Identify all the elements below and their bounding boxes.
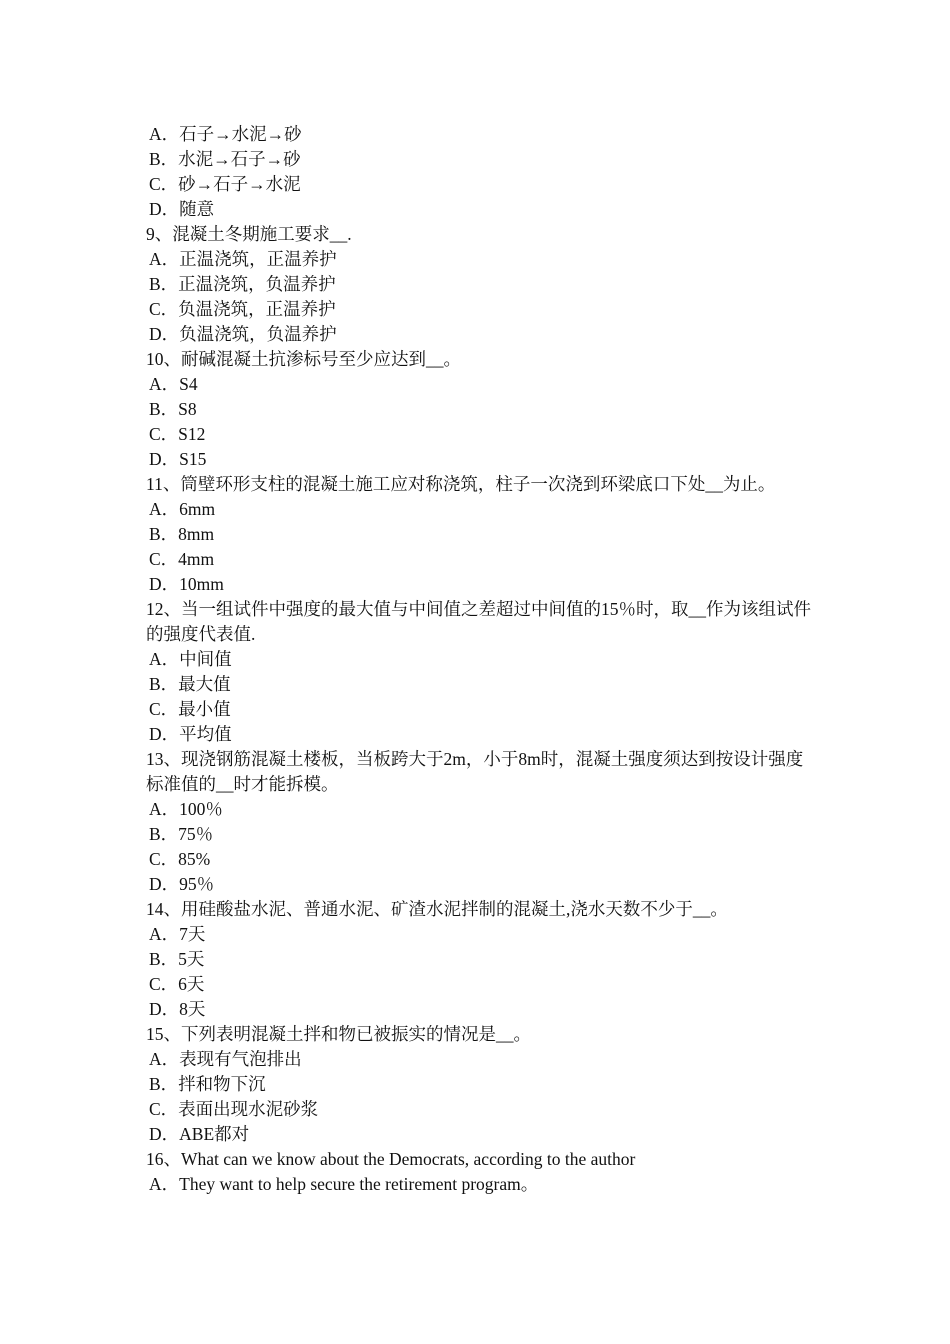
option-line: B．8mm	[149, 524, 215, 544]
option-line: B．正温浇筑，负温养护	[149, 274, 336, 294]
option-line: C．表面出现水泥砂浆	[149, 1099, 319, 1119]
question-9: 9、混凝土冬期施工要求__.	[146, 224, 352, 244]
option-line: B．5天	[149, 949, 205, 969]
option-line: C．负温浇筑，正温养护	[149, 299, 336, 319]
option-line: A．石子→水泥→砂	[149, 124, 302, 144]
option-line: B．水泥→石子→砂	[149, 149, 301, 169]
option-line: C．6天	[149, 974, 205, 994]
question-16: 16、What can we know about the Democrats, according to the author	[146, 1149, 636, 1169]
option-line: C．4mm	[149, 549, 215, 569]
option-line: D．10mm	[149, 574, 224, 594]
option-line: D．95％	[149, 874, 215, 894]
option-line: D．平均值	[149, 724, 232, 744]
option-line: A．正温浇筑，正温养护	[149, 249, 337, 269]
option-line: C．最小值	[149, 699, 231, 719]
option-line: D．负温浇筑，负温养护	[149, 324, 337, 344]
option-line: A．6mm	[149, 499, 216, 519]
option-line: D．8天	[149, 999, 206, 1019]
question-12: 12、当一组试件中强度的最大值与中间值之差超过中间值的15％时，取__作为该组试件的强度代表值.	[146, 599, 811, 644]
option-line: C．砂→石子→水泥	[149, 174, 301, 194]
option-line: A．中间值	[149, 649, 232, 669]
question-14: 14、用硅酸盐水泥、普通水泥、矿渣水泥拌制的混凝土,浇水天数不少于__。	[146, 899, 728, 919]
option-line: C．85%	[149, 849, 211, 869]
question-10: 10、耐碱混凝土抗渗标号至少应达到__。	[146, 349, 461, 369]
option-line: B．拌和物下沉	[149, 1074, 266, 1094]
option-line: A．S4	[149, 374, 198, 394]
document-page	[146, 122, 816, 1197]
question-11: 11、筒壁环形支柱的混凝土施工应对称浇筑，柱子一次浇到环梁底口下处__为止。	[146, 474, 776, 494]
option-line: B．最大值	[149, 674, 231, 694]
question-13: 13、现浇钢筋混凝土楼板，当板跨大于2m，小于8m时，混凝土强度须达到按设计强度标准值的__时才能拆模。	[146, 749, 804, 794]
option-line: B．75％	[149, 824, 214, 844]
option-line: C．S12	[149, 424, 206, 444]
option-line: D．随意	[149, 199, 215, 219]
option-line: A．They want to help secure the retirement program。	[149, 1174, 539, 1194]
option-line: D．S15	[149, 449, 207, 469]
option-line: A．7天	[149, 924, 206, 944]
option-line: B．S8	[149, 399, 197, 419]
option-line: D．ABE都对	[149, 1124, 250, 1144]
question-15: 15、下列表明混凝土拌和物已被振实的情况是__。	[146, 1024, 531, 1044]
option-line: A．表现有气泡排出	[149, 1049, 302, 1069]
option-line: A．100％	[149, 799, 223, 819]
